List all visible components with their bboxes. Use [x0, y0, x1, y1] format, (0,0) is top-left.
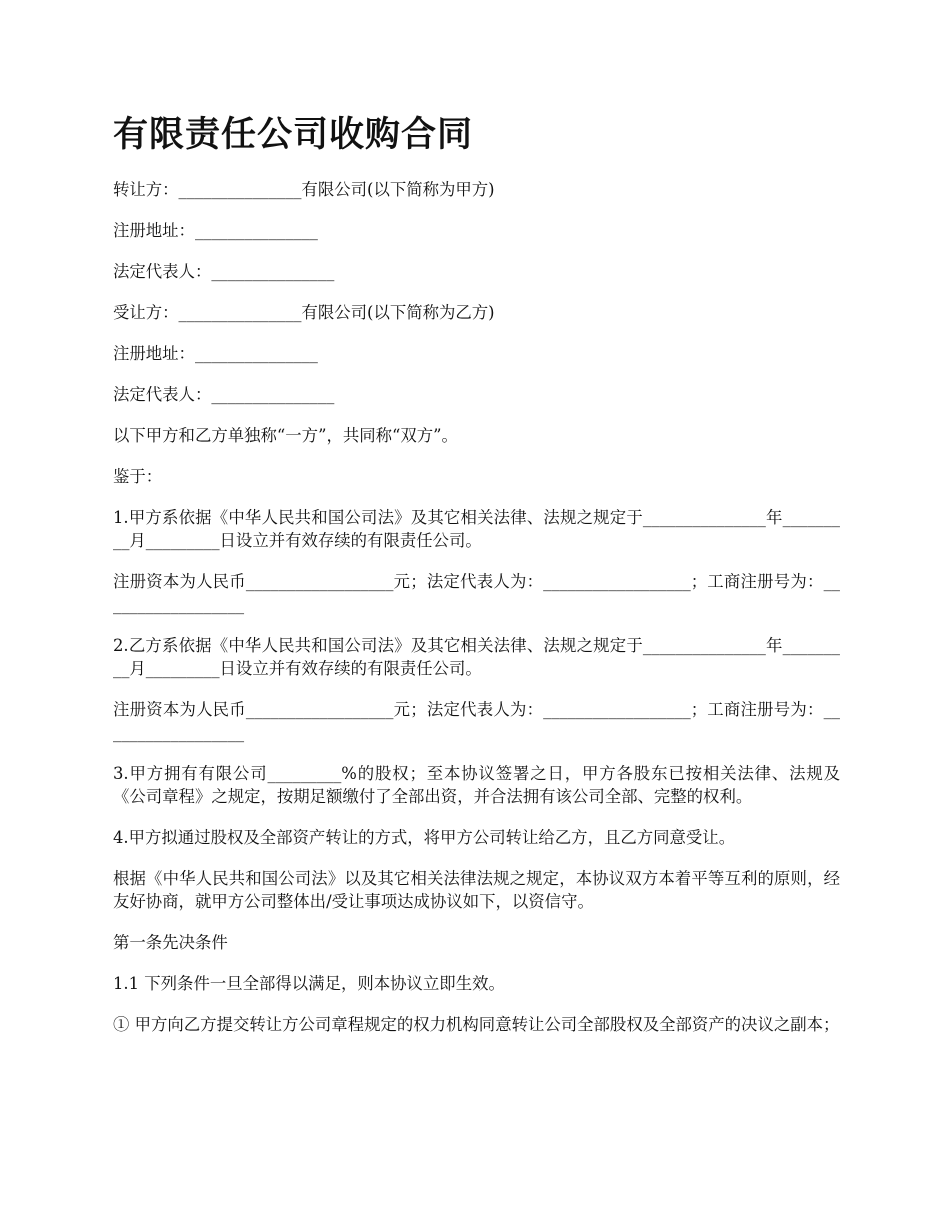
- recital-3: 3.甲方拥有有限公司_________%的股权；至本协议签署之日，甲方各股东已按相关法律、法规及《公司章程》之规定，按期足额缴付了全部出资，并合法拥有该公司全部、完整的权利。: [113, 764, 840, 806]
- recital-1: 1.甲方系依据《中华人民共和国公司法》及其它相关法律、法规之规定于_______________年_________月_________日设立并有效存续的有限责任公司。: [113, 508, 840, 550]
- agreement-basis: 根据《中华人民共和国公司法》以及其它相关法律法规之规定，本协议双方本着平等互利的原则，经友好协商，就甲方公司整体出/受让事项达成协议如下，以资信守。: [113, 869, 840, 911]
- recital-2-capital: 注册资本为人民币__________________元；法定代表人为：__________________；工商注册号为：__________________: [113, 700, 840, 742]
- transferor-line: 转让方：_______________有限公司(以下简称为甲方): [113, 180, 495, 199]
- recital-1-capital: 注册资本为人民币__________________元；法定代表人为：__________________；工商注册号为：__________________: [113, 572, 840, 614]
- transferor-address-line: 注册地址：_______________: [113, 221, 318, 240]
- clause-1-1: 1.1 下列条件一旦全部得以满足，则本协议立即生效。: [113, 974, 505, 993]
- transferee-line: 受让方：_______________有限公司(以下简称为乙方): [113, 303, 495, 322]
- article-1-heading: 第一条先决条件: [113, 933, 228, 952]
- condition-1: ① 甲方向乙方提交转让方公司章程规定的权力机构同意转让公司全部股权及全部资产的决议之副本；: [113, 1015, 840, 1034]
- parties-definition: 以下甲方和乙方单独称“一方”，共同称“双方”。: [113, 426, 458, 445]
- transferor-representative-line: 法定代表人：_______________: [113, 262, 335, 281]
- document-page: [113, 112, 840, 1054]
- recital-2: 2.乙方系依据《中华人民共和国公司法》及其它相关法律、法规之规定于_______________年_________月_________日设立并有效存续的有限责任公司。: [113, 636, 840, 678]
- transferee-representative-line: 法定代表人：_______________: [113, 385, 335, 404]
- transferee-address-line: 注册地址：_______________: [113, 344, 318, 363]
- recital-4: 4.甲方拟通过股权及全部资产转让的方式，将甲方公司转让给乙方，且乙方同意受让。: [113, 828, 736, 847]
- document-title: 有限责任公司收购合同: [113, 115, 474, 155]
- whereas-heading: 鉴于：: [113, 467, 163, 486]
